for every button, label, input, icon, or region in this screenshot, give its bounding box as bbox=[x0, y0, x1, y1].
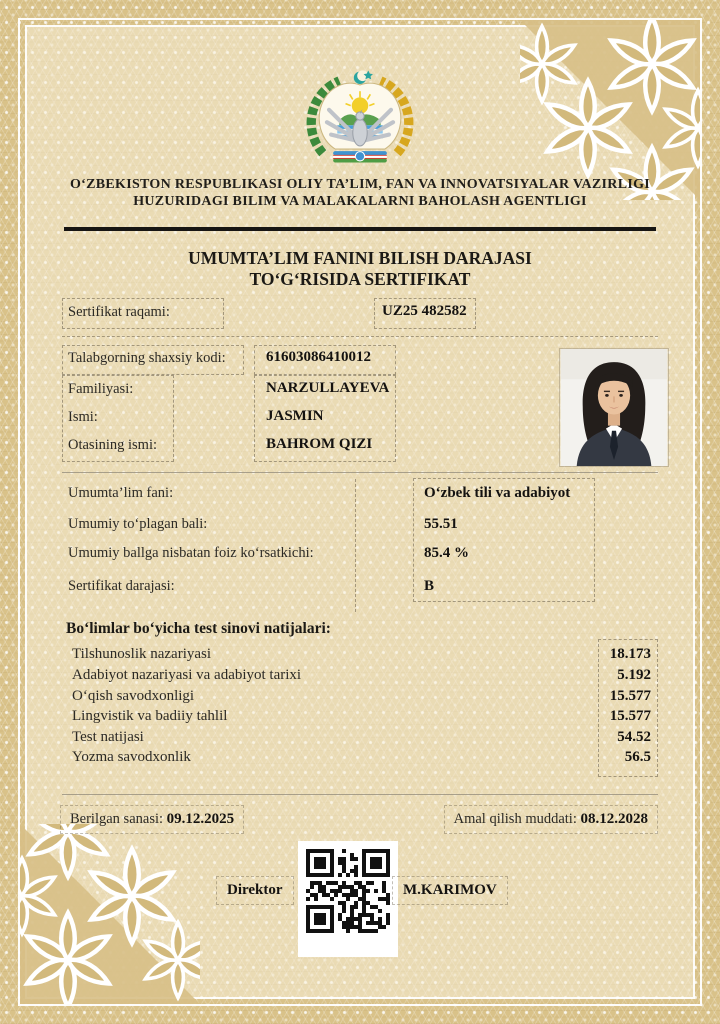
issued-date-block bbox=[60, 805, 244, 834]
label-otasining-ismi: Otasining ismi: bbox=[68, 437, 158, 453]
qr-code bbox=[298, 841, 398, 957]
cert-number-label: Sertifikat raqami: bbox=[68, 304, 170, 320]
certificate-title bbox=[40, 248, 680, 290]
director-name-box bbox=[392, 876, 508, 905]
value-otasining-ismi: BAHROM QIZI bbox=[266, 436, 373, 452]
issued-date-label: Berilgan sanasi: bbox=[70, 811, 164, 827]
label-umumiy-bal: Umumiy to‘plagan bali: bbox=[68, 516, 208, 532]
ministry-line2: HUZURIDAGI BILIM VA MALAKALARNI BAHOLASH AGENTLIGI bbox=[133, 194, 587, 209]
label-umumtalim-fani: Umumta’lim fani: bbox=[68, 485, 174, 501]
result-score-2: 5.192 bbox=[617, 667, 651, 683]
cert-number-value: UZ25 482582 bbox=[382, 303, 467, 319]
qr-code-modules bbox=[306, 841, 390, 957]
label-shaxsiy-kodi: Talabgorning shaxsiy kodi: bbox=[68, 350, 226, 366]
label-sertifikat-darajasi: Sertifikat darajasi: bbox=[68, 578, 175, 594]
value-sertifikat-darajasi: B bbox=[424, 578, 435, 594]
result-name-3: O‘qish savodxonligi bbox=[72, 688, 195, 704]
result-name-4: Lingvistik va badiiy tahlil bbox=[72, 708, 228, 724]
label-familiyasi: Familiyasi: bbox=[68, 381, 134, 397]
result-name-5: Test natijasi bbox=[72, 729, 144, 745]
result-score-6: 56.5 bbox=[624, 749, 651, 765]
result-name-1: Tilshunoslik nazariyasi bbox=[72, 646, 212, 662]
valid-until-label: Amal qilish muddati: bbox=[453, 811, 577, 827]
director-label-box bbox=[216, 876, 294, 905]
section-divider-2 bbox=[62, 794, 658, 795]
result-score-5: 54.52 bbox=[617, 729, 651, 745]
dashed-separator bbox=[62, 336, 658, 337]
label-ismi: Ismi: bbox=[68, 409, 98, 425]
title-line1: UMUMTA’LIM FANINI BILISH DARAJASI bbox=[188, 248, 532, 268]
corner-ornament-bottom-left-icon bbox=[20, 824, 200, 1004]
uzbekistan-state-emblem-icon bbox=[298, 64, 422, 168]
subject-value-box bbox=[413, 478, 595, 602]
ministry-header bbox=[40, 176, 680, 210]
value-umumiy-bal: 55.51 bbox=[424, 516, 458, 532]
applicant-photo bbox=[560, 349, 668, 466]
title-line2: TO‘G‘RISIDA SERTIFIKAT bbox=[249, 269, 471, 289]
director-name: M.KARIMOV bbox=[403, 882, 497, 898]
result-score-1: 18.173 bbox=[609, 646, 651, 662]
value-shaxsiy-kodi: 61603086410012 bbox=[266, 349, 371, 365]
value-ismi: JASMIN bbox=[266, 408, 324, 424]
value-umumtalim-fani: O‘zbek tili va adabiyot bbox=[424, 485, 571, 501]
valid-until-value: 08.12.2028 bbox=[580, 811, 648, 827]
value-familiyasi: NARZULLAYEVA bbox=[266, 380, 390, 396]
corner-ornament-top-right-icon bbox=[520, 20, 700, 200]
director-label: Direktor bbox=[227, 882, 283, 898]
result-name-2: Adabiyot nazariyasi va adabiyot tarixi bbox=[72, 667, 302, 683]
result-score-4: 15.577 bbox=[609, 708, 651, 724]
ministry-line1: O‘ZBEKISTON RESPUBLIKASI OLIY TA’LIM, FAN VA INNOVATSIYALAR VAZIRLIGI bbox=[69, 177, 651, 192]
header-divider bbox=[64, 227, 656, 231]
issued-date-value: 09.12.2025 bbox=[166, 811, 235, 827]
result-score-3: 15.577 bbox=[609, 688, 651, 704]
column-divider-dashed bbox=[355, 479, 356, 612]
section-divider-1 bbox=[62, 472, 658, 473]
valid-until-block bbox=[444, 805, 658, 834]
results-header: Bo‘limlar bo‘yicha test sinovi natijalari: bbox=[66, 620, 331, 637]
result-name-6: Yozma savodxonlik bbox=[72, 749, 191, 765]
label-foiz-korsatkichi: Umumiy ballga nisbatan foiz ko‘rsatkichi: bbox=[68, 545, 314, 561]
value-foiz-korsatkichi: 85.4 % bbox=[424, 545, 469, 561]
